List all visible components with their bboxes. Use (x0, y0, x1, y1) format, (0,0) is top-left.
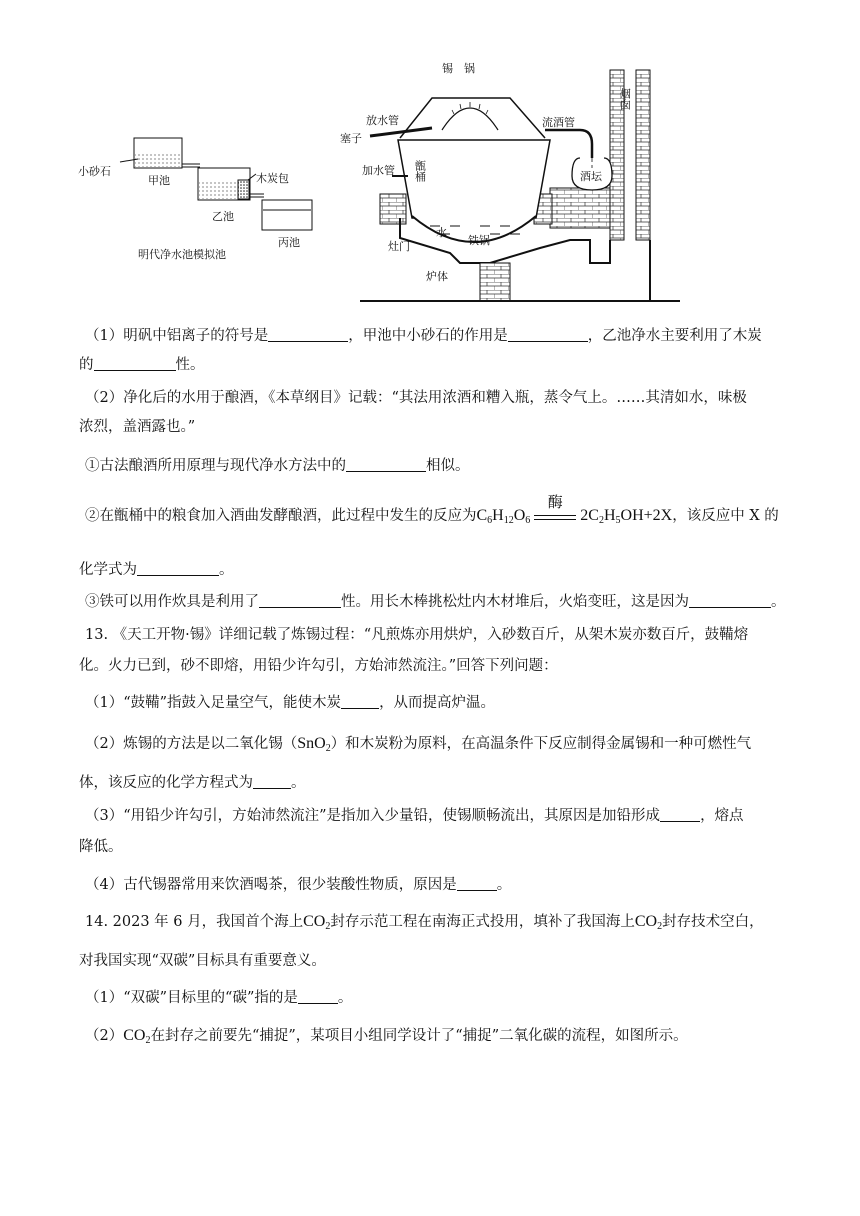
q14-part2: $(2)CO_2$在封存之前要先“捕捉”，某项目小组同学设计了“捕捉”二氧化碳的流程，如图所示。 (85, 1027, 688, 1046)
q12-sub1: ①古法酿酒所用原理与现代净水方法中的 相似。 (85, 458, 470, 474)
q13-part2-line1: （2）炼锡的方法是以二氧化锡（SnO$_2$）和木炭粉为原料，在高温条件下反应制得金属锡和一种可燃性气 (85, 735, 752, 754)
q14-intro-line2: 对我国实现“双碳”目标具有重要意义。 (79, 953, 326, 969)
formula-co2: $CO_2$ (634, 913, 663, 932)
label-gravel: 小砂石 (78, 165, 111, 178)
answer-blank[interactable] (346, 457, 426, 472)
label-add-pipe: 加水管 (362, 164, 395, 177)
answer-blank[interactable] (298, 989, 338, 1004)
q12-part1-line1: （1）明矾中铝离子的符号是 ，甲池中小砂石的作用是 ，乙池净水主要利用了木炭 (85, 328, 762, 344)
q12-sub2-line2: 化学式为 。 (79, 562, 234, 578)
q12-part2-line2: 浓烈，盖酒露也。” (79, 419, 196, 435)
distillation-diagram (340, 58, 680, 308)
label-stove-door: 灶门 (388, 240, 410, 253)
label-plug: 塞子 (340, 132, 362, 145)
q13-intro-line2: 化。火力已到，砂不即熔，用铅少许勾引，方始沛然流注。”回答下列问题： (79, 658, 558, 674)
answer-blank[interactable] (508, 327, 588, 342)
label-chimney: 烟囱 (618, 88, 632, 110)
label-furnace: 炉体 (426, 270, 448, 283)
formula-co2: $CO_2$ (123, 1027, 151, 1046)
q13-part3-line2: 降低。 (79, 839, 123, 855)
q13-part3-line1: （3）“用铅少许勾引，方始沛然流注”是指加入少量铅，使锡顺畅流出，其原因是加铅形成 ，熔点 (85, 808, 744, 824)
q13-part1: （1）“鼓鞴”指鼓入足量空气，能使木炭 ，从而提高炉温。 (85, 695, 496, 711)
q12-part1-line2: 的 性。 (79, 357, 205, 373)
label-steamer: 甑桶 (413, 160, 427, 182)
answer-blank[interactable] (253, 774, 291, 789)
label-pool-a: 甲池 (148, 174, 170, 187)
label-wine-pipe: 流酒管 (542, 116, 575, 129)
water-pool-diagram (78, 130, 328, 265)
q12-part2-line1: （2）净化后的水用于酿酒，《本草纲目》记载：“其法用浓酒和糟入瓶，蒸令气上。……其清如水，味极 (85, 390, 747, 406)
answer-blank[interactable] (268, 327, 348, 342)
answer-blank[interactable] (341, 694, 379, 709)
answer-blank[interactable] (660, 807, 700, 822)
label-charcoal: 木炭包 (256, 172, 289, 185)
answer-blank[interactable] (259, 593, 341, 608)
label-wine-jar: 酒坛 (580, 170, 602, 183)
q12-sub3: ③铁可以用作炊具是利用了 性。用长木棒挑松灶内木材堆后，火焰变旺，这是因为 。 (85, 594, 786, 610)
q13-intro-line1: 13. 《天工开物·锡》详细记载了炼锡过程：“凡煎炼亦用烘炉，入砂数百斤，从架木炭亦数百斤，鼓鞴熔 (85, 627, 749, 643)
label-drain-pipe: 放水管 (366, 114, 399, 127)
answer-blank[interactable] (137, 561, 219, 576)
q14-part1: （1）“双碳”目标里的“碳”指的是 。 (85, 990, 353, 1006)
reaction-equation: $C_6H_{12}O_6$ 酶 $2C_2H_5OH+2X$ (476, 495, 673, 526)
answer-blank[interactable] (94, 356, 176, 371)
q14-intro-line1: 14. 2023 年 6 月，我国首个海上$CO_2$封存示范工程在南海正式投用，填补了我国海上$CO_2$封存技术空白， (85, 913, 764, 932)
formula-sno2: SnO$_2$ (297, 735, 331, 754)
pool-c-shape (262, 200, 312, 230)
answer-blank[interactable] (457, 876, 497, 891)
label-pool-b: 乙池 (212, 210, 234, 223)
label-water: 水 (436, 226, 447, 239)
q13-part2-line2: 体，该反应的化学方程式为 。 (79, 775, 306, 791)
figure-left-caption: 明代净水池模拟池 (138, 248, 226, 261)
q13-part4: （4）古代锡器常用来饮酒喝茶，很少装酸性物质，原因是 。 (85, 877, 512, 893)
answer-blank[interactable] (689, 593, 771, 608)
label-pool-c: 丙池 (278, 236, 300, 249)
q12-sub2-line1: ②在甑桶中的粮食加入酒曲发酵酿酒，此过程中发生的反应为$C_6H_{12}O_6$ 酶 $2C_2H_5OH+2X$，该反应中 X 的 (85, 495, 779, 526)
label-iron-pot: 铁锅 (468, 234, 490, 247)
label-tin-pot: 锡 锅 (442, 62, 475, 75)
formula-co2: $CO_2$ (303, 913, 331, 932)
